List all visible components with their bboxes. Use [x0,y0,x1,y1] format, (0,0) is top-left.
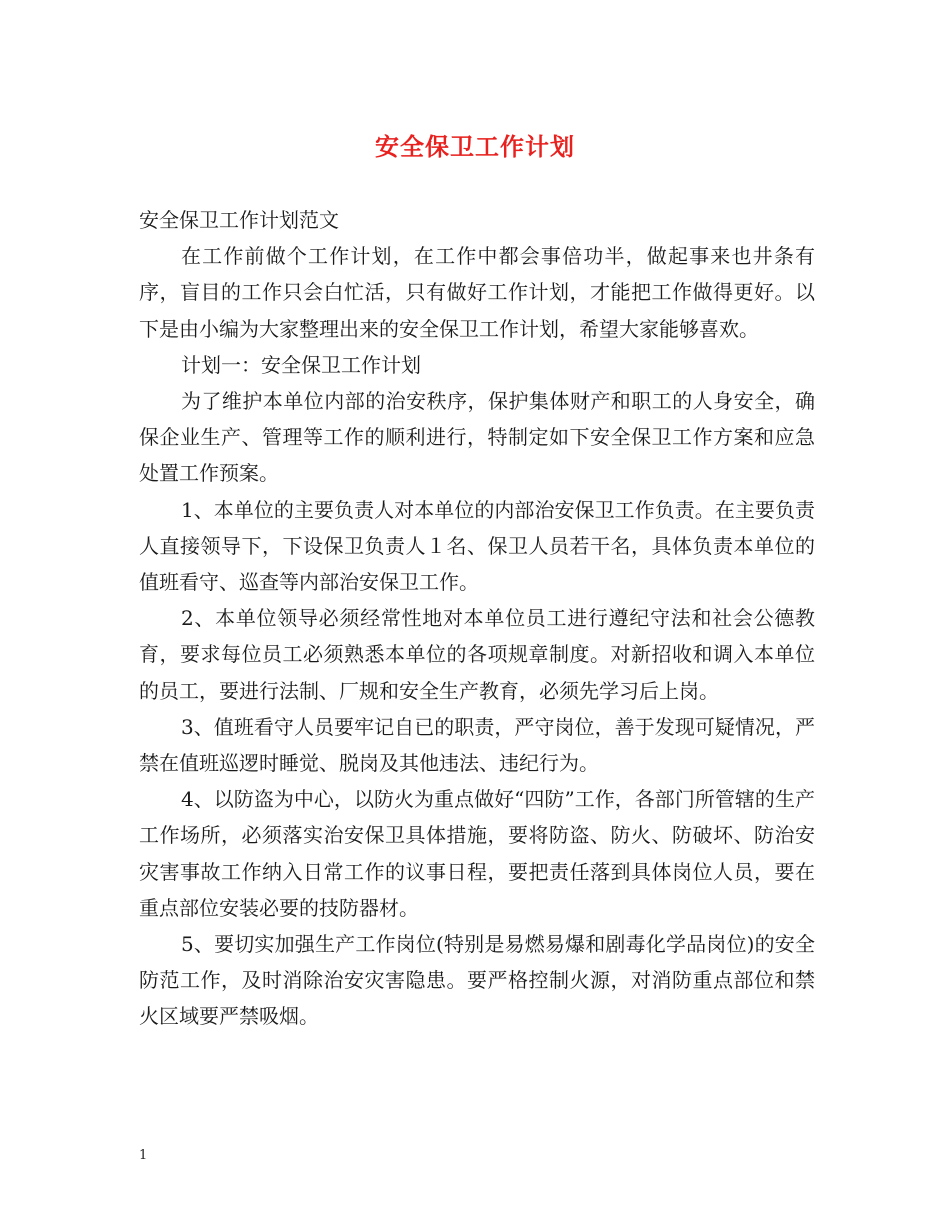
paragraph-item-4: 4、以防盗为中心，以防火为重点做好“四防”工作，各部门所管辖的生产工作场所，必须落实治安保卫具体措施，要将防盗、防火、防破坏、防治安灾害事故工作纳入日常工作的议事日程，要把责任落到具体岗位人员，要在重点部位安装必要的技防器材。 [139,787,815,920]
document-subtitle: 安全保卫工作计划范文 [139,208,339,232]
paragraph-intro: 在工作前做个工作计划，在工作中都会事倍功半，做起事来也井条有序，盲目的工作只会白忙活，只有做好工作计划，才能把工作做得更好。以下是由小编为大家整理出来的安全保卫工作计划，希望大家能够喜欢。 [139,244,815,341]
paragraph-plan-heading: 计划一：安全保卫工作计划 [181,352,421,377]
paragraph-item-3: 3、值班看守人员要牢记自已的职责，严守岗位，善于发现可疑情况，严禁在值班巡逻时睡觉、脱岗及其他违法、违纪行为。 [139,714,815,776]
paragraph-purpose: 为了维护本单位内部的治安秩序，保护集体财产和职工的人身安全，确保企业生产、管理等工作的顺利进行，特制定如下安全保卫工作方案和应急处置工作预案。 [139,389,815,486]
document-body [139,202,815,1035]
paragraph-item-5: 5、要切实加强生产工作岗位(特别是易燃易爆和剧毒化学品岗位)的安全防范工作，及时消除治安灾害隐患。要严格控制火源，对消防重点部位和禁火区域要严禁吸烟。 [139,932,815,1029]
paragraph-item-1: 1、本单位的主要负责人对本单位的内部治安保卫工作负责。在主要负责人直接领导下，下设保卫负责人１名、保卫人员若干名，具体负责本单位的值班看守、巡查等内部治安保卫工作。 [139,497,815,595]
paragraph-item-2: 2、本单位领导必须经常性地对本单位员工进行遵纪守法和社会公德教育，要求每位员工必须熟悉本单位的各项规章制度。对新招收和调入本单位的员工，要进行法制、厂规和安全生产教育，必须先学习后上岗。 [139,606,815,703]
page-number: 1 [139,1148,148,1163]
document-title: 安全保卫工作计划 [375,132,575,161]
